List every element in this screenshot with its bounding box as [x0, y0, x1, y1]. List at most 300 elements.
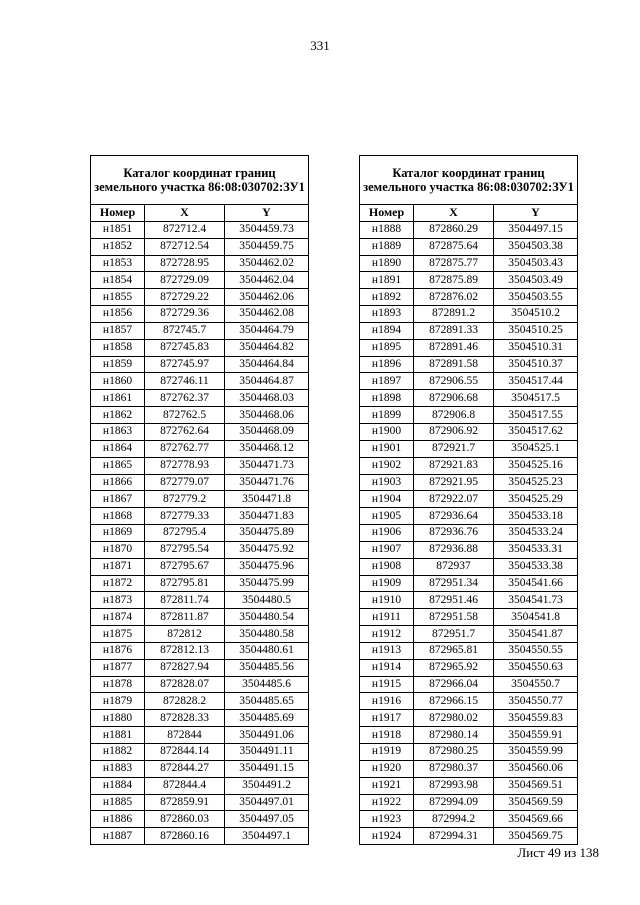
cell-number: н1908 [360, 558, 414, 575]
table-row [360, 727, 578, 744]
cell-x: 872891.33 [414, 322, 494, 339]
cell-number: н1854 [91, 272, 145, 289]
table-row [360, 238, 578, 255]
cell-y: 3504541.8 [494, 609, 578, 626]
table-row [91, 525, 309, 542]
cell-number: н1918 [360, 727, 414, 744]
table-row [360, 811, 578, 828]
cell-x: 872828.33 [145, 710, 225, 727]
table-row [91, 811, 309, 828]
column-header-x: X [145, 205, 225, 222]
cell-x: 872795.81 [145, 575, 225, 592]
cell-y: 3504503.38 [494, 238, 578, 255]
cell-x: 872712.4 [145, 221, 225, 238]
cell-y: 3504464.87 [225, 373, 309, 390]
cell-x: 872891.46 [414, 339, 494, 356]
cell-number: н1869 [91, 525, 145, 542]
cell-y: 3504471.76 [225, 474, 309, 491]
cell-y: 3504485.65 [225, 693, 309, 710]
cell-number: н1860 [91, 373, 145, 390]
cell-x: 872966.04 [414, 676, 494, 693]
table-row [91, 306, 309, 323]
cell-y: 3504459.75 [225, 238, 309, 255]
table-row [91, 659, 309, 676]
cell-x: 872762.64 [145, 423, 225, 440]
cell-x: 872828.07 [145, 676, 225, 693]
cell-number: н1900 [360, 423, 414, 440]
table-row [360, 592, 578, 609]
cell-x: 872828.2 [145, 693, 225, 710]
cell-y: 3504464.82 [225, 339, 309, 356]
cell-y: 3504462.02 [225, 255, 309, 272]
table-row [91, 289, 309, 306]
table-row [360, 440, 578, 457]
cell-number: н1887 [91, 828, 145, 845]
cell-y: 3504480.54 [225, 609, 309, 626]
cell-y: 3504510.25 [494, 322, 578, 339]
cell-number: н1874 [91, 609, 145, 626]
cell-number: н1922 [360, 794, 414, 811]
cell-number: н1867 [91, 491, 145, 508]
cell-x: 872745.97 [145, 356, 225, 373]
cell-x: 872859.91 [145, 794, 225, 811]
sheet-footer: Лист 49 из 138 [517, 845, 599, 860]
cell-x: 872844 [145, 727, 225, 744]
cell-number: н1886 [91, 811, 145, 828]
cell-y: 3504541.87 [494, 626, 578, 643]
cell-number: н1895 [360, 339, 414, 356]
cell-y: 3504491.2 [225, 777, 309, 794]
table-row [360, 457, 578, 474]
cell-number: н1851 [91, 221, 145, 238]
cell-y: 3504533.24 [494, 525, 578, 542]
cell-x: 872966.15 [414, 693, 494, 710]
table-row [91, 407, 309, 424]
table-row [91, 794, 309, 811]
cell-x: 872921.83 [414, 457, 494, 474]
cell-y: 3504480.5 [225, 592, 309, 609]
cell-number: н1909 [360, 575, 414, 592]
cell-x: 872746.11 [145, 373, 225, 390]
table-row [360, 541, 578, 558]
cell-number: н1892 [360, 289, 414, 306]
cell-number: н1915 [360, 676, 414, 693]
cell-x: 872937 [414, 558, 494, 575]
table-row [360, 710, 578, 727]
table-row [91, 727, 309, 744]
cell-x: 872936.88 [414, 541, 494, 558]
cell-number: н1901 [360, 440, 414, 457]
cell-number: н1910 [360, 592, 414, 609]
cell-number: н1882 [91, 744, 145, 761]
cell-number: н1914 [360, 659, 414, 676]
cell-y: 3504503.49 [494, 272, 578, 289]
table-row [360, 491, 578, 508]
cell-number: н1881 [91, 727, 145, 744]
cell-number: н1924 [360, 828, 414, 845]
cell-number: н1920 [360, 760, 414, 777]
cell-y: 3504550.63 [494, 659, 578, 676]
cell-x: 872875.89 [414, 272, 494, 289]
cell-number: н1890 [360, 255, 414, 272]
cell-y: 3504569.75 [494, 828, 578, 845]
table-row [91, 238, 309, 255]
cell-number: н1912 [360, 626, 414, 643]
table-row [360, 794, 578, 811]
cell-x: 872906.8 [414, 407, 494, 424]
table-row [360, 525, 578, 542]
cell-y: 3504468.03 [225, 390, 309, 407]
cell-y: 3504491.15 [225, 760, 309, 777]
table-row [91, 457, 309, 474]
cell-y: 3504560.06 [494, 760, 578, 777]
cell-x: 872860.03 [145, 811, 225, 828]
cell-x: 872951.7 [414, 626, 494, 643]
table-row [91, 440, 309, 457]
cell-y: 3504462.08 [225, 306, 309, 323]
cell-x: 872712.54 [145, 238, 225, 255]
table-row [360, 356, 578, 373]
table-row [91, 710, 309, 727]
page-number: 331 [310, 38, 330, 53]
cell-y: 3504569.51 [494, 777, 578, 794]
cell-x: 872980.25 [414, 744, 494, 761]
table-row [91, 828, 309, 845]
cell-y: 3504525.16 [494, 457, 578, 474]
table-row [360, 642, 578, 659]
cell-number: н1878 [91, 676, 145, 693]
cell-y: 3504497.05 [225, 811, 309, 828]
cell-y: 3504464.84 [225, 356, 309, 373]
cell-y: 3504468.12 [225, 440, 309, 457]
cell-x: 872729.09 [145, 272, 225, 289]
cell-x: 872795.54 [145, 541, 225, 558]
cell-y: 3504485.69 [225, 710, 309, 727]
cell-x: 872745.83 [145, 339, 225, 356]
cell-number: н1868 [91, 508, 145, 525]
table-row [360, 760, 578, 777]
cell-number: н1894 [360, 322, 414, 339]
cell-y: 3504517.62 [494, 423, 578, 440]
cell-y: 3504471.73 [225, 457, 309, 474]
cell-number: н1906 [360, 525, 414, 542]
cell-number: н1907 [360, 541, 414, 558]
cell-x: 872844.27 [145, 760, 225, 777]
cell-y: 3504475.99 [225, 575, 309, 592]
cell-x: 872936.76 [414, 525, 494, 542]
table-row [360, 221, 578, 238]
table-row [360, 322, 578, 339]
table-row [91, 373, 309, 390]
cell-x: 872860.29 [414, 221, 494, 238]
table-row [360, 693, 578, 710]
cell-x: 872994.2 [414, 811, 494, 828]
table-row [360, 744, 578, 761]
cell-y: 3504559.99 [494, 744, 578, 761]
cell-number: н1889 [360, 238, 414, 255]
cell-y: 3504525.29 [494, 491, 578, 508]
cell-x: 872906.68 [414, 390, 494, 407]
cell-x: 872795.4 [145, 525, 225, 542]
table-row [91, 642, 309, 659]
cell-x: 872922.07 [414, 491, 494, 508]
cell-x: 872812.13 [145, 642, 225, 659]
table-row [91, 255, 309, 272]
table-row [360, 373, 578, 390]
cell-y: 3504569.59 [494, 794, 578, 811]
cell-y: 3504459.73 [225, 221, 309, 238]
cell-y: 3504497.15 [494, 221, 578, 238]
table-row [91, 777, 309, 794]
cell-number: н1916 [360, 693, 414, 710]
cell-x: 872906.92 [414, 423, 494, 440]
table-row [360, 423, 578, 440]
cell-x: 872965.92 [414, 659, 494, 676]
table-row [91, 339, 309, 356]
cell-number: н1875 [91, 626, 145, 643]
cell-y: 3504517.55 [494, 407, 578, 424]
cell-y: 3504475.92 [225, 541, 309, 558]
cell-y: 3504471.83 [225, 508, 309, 525]
cell-y: 3504550.55 [494, 642, 578, 659]
cell-y: 3504464.79 [225, 322, 309, 339]
cell-number: н1899 [360, 407, 414, 424]
cell-number: н1919 [360, 744, 414, 761]
cell-x: 872951.46 [414, 592, 494, 609]
cell-x: 872729.22 [145, 289, 225, 306]
cell-y: 3504491.11 [225, 744, 309, 761]
cell-y: 3504541.73 [494, 592, 578, 609]
cell-y: 3504510.31 [494, 339, 578, 356]
table-row [91, 541, 309, 558]
table-body [91, 221, 309, 844]
cell-number: н1870 [91, 541, 145, 558]
table-row [360, 558, 578, 575]
cell-x: 872745.7 [145, 322, 225, 339]
column-header-number: Номер [91, 205, 145, 222]
table-row [91, 322, 309, 339]
cell-x: 872891.58 [414, 356, 494, 373]
table-row [91, 676, 309, 693]
coordinate-table-right [359, 155, 578, 845]
cell-number: н1873 [91, 592, 145, 609]
cell-y: 3504525.1 [494, 440, 578, 457]
cell-number: н1904 [360, 491, 414, 508]
cell-x: 872921.7 [414, 440, 494, 457]
cell-x: 872827.94 [145, 659, 225, 676]
cell-number: н1903 [360, 474, 414, 491]
table-row [91, 423, 309, 440]
cell-x: 872906.55 [414, 373, 494, 390]
cell-number: н1885 [91, 794, 145, 811]
table-row [360, 676, 578, 693]
table-row [91, 508, 309, 525]
table-row [360, 659, 578, 676]
table-row [360, 474, 578, 491]
cell-x: 872994.09 [414, 794, 494, 811]
table-row [91, 390, 309, 407]
table-row [91, 744, 309, 761]
cell-number: н1898 [360, 390, 414, 407]
cell-number: н1852 [91, 238, 145, 255]
cell-y: 3504533.31 [494, 541, 578, 558]
column-header-y: Y [494, 205, 578, 222]
cell-x: 872811.74 [145, 592, 225, 609]
cell-y: 3504510.37 [494, 356, 578, 373]
table-row [91, 558, 309, 575]
cell-number: н1905 [360, 508, 414, 525]
column-header-y: Y [225, 205, 309, 222]
cell-x: 872844.14 [145, 744, 225, 761]
cell-x: 872811.87 [145, 609, 225, 626]
cell-x: 872795.67 [145, 558, 225, 575]
table-row [360, 828, 578, 845]
table-row [91, 356, 309, 373]
cell-x: 872762.77 [145, 440, 225, 457]
cell-number: н1880 [91, 710, 145, 727]
cell-number: н1888 [360, 221, 414, 238]
cell-x: 872728.95 [145, 255, 225, 272]
cell-number: н1896 [360, 356, 414, 373]
cell-y: 3504525.23 [494, 474, 578, 491]
table-row [360, 407, 578, 424]
table-row [360, 390, 578, 407]
cell-number: н1865 [91, 457, 145, 474]
cell-number: н1902 [360, 457, 414, 474]
cell-number: н1863 [91, 423, 145, 440]
table-row [360, 609, 578, 626]
cell-y: 3504559.91 [494, 727, 578, 744]
cell-x: 872994.31 [414, 828, 494, 845]
cell-number: н1871 [91, 558, 145, 575]
table-row [360, 255, 578, 272]
cell-y: 3504485.56 [225, 659, 309, 676]
cell-y: 3504468.09 [225, 423, 309, 440]
cell-x: 872812 [145, 626, 225, 643]
cell-y: 3504462.06 [225, 289, 309, 306]
cell-number: н1891 [360, 272, 414, 289]
cell-y: 3504559.83 [494, 710, 578, 727]
cell-y: 3504550.7 [494, 676, 578, 693]
cell-number: н1897 [360, 373, 414, 390]
column-header-x: X [414, 205, 494, 222]
cell-number: н1893 [360, 306, 414, 323]
cell-y: 3504533.18 [494, 508, 578, 525]
cell-y: 3504497.01 [225, 794, 309, 811]
cell-y: 3504475.96 [225, 558, 309, 575]
cell-y: 3504503.55 [494, 289, 578, 306]
cell-number: н1921 [360, 777, 414, 794]
cell-number: н1853 [91, 255, 145, 272]
cell-y: 3504517.5 [494, 390, 578, 407]
table-row [360, 306, 578, 323]
cell-x: 872951.34 [414, 575, 494, 592]
cell-number: н1872 [91, 575, 145, 592]
cell-x: 872860.16 [145, 828, 225, 845]
cell-x: 872762.5 [145, 407, 225, 424]
table-row [360, 339, 578, 356]
table-row [91, 760, 309, 777]
cell-number: н1913 [360, 642, 414, 659]
table-row [360, 777, 578, 794]
cell-x: 872951.58 [414, 609, 494, 626]
table-row [91, 272, 309, 289]
coordinate-table-left [90, 155, 309, 845]
cell-number: н1859 [91, 356, 145, 373]
cell-y: 3504491.06 [225, 727, 309, 744]
cell-x: 872965.81 [414, 642, 494, 659]
cell-number: н1911 [360, 609, 414, 626]
cell-x: 872936.64 [414, 508, 494, 525]
cell-x: 872980.14 [414, 727, 494, 744]
cell-number: н1855 [91, 289, 145, 306]
cell-y: 3504485.6 [225, 676, 309, 693]
cell-y: 3504468.06 [225, 407, 309, 424]
cell-number: н1876 [91, 642, 145, 659]
cell-y: 3504480.61 [225, 642, 309, 659]
table-row [91, 491, 309, 508]
cell-x: 872779.33 [145, 508, 225, 525]
cell-number: н1917 [360, 710, 414, 727]
cell-x: 872891.2 [414, 306, 494, 323]
cell-x: 872778.93 [145, 457, 225, 474]
cell-y: 3504462.04 [225, 272, 309, 289]
cell-number: н1923 [360, 811, 414, 828]
cell-x: 872779.2 [145, 491, 225, 508]
cell-x: 872875.77 [414, 255, 494, 272]
cell-y: 3504569.66 [494, 811, 578, 828]
cell-x: 872844.4 [145, 777, 225, 794]
table-row [91, 221, 309, 238]
cell-number: н1866 [91, 474, 145, 491]
column-header-number: Номер [360, 205, 414, 222]
cell-y: 3504497.1 [225, 828, 309, 845]
cell-number: н1856 [91, 306, 145, 323]
cell-x: 872729.36 [145, 306, 225, 323]
cell-number: н1884 [91, 777, 145, 794]
cell-y: 3504550.77 [494, 693, 578, 710]
cell-y: 3504510.2 [494, 306, 578, 323]
cell-y: 3504541.66 [494, 575, 578, 592]
table-row [91, 592, 309, 609]
cell-number: н1861 [91, 390, 145, 407]
cell-number: н1883 [91, 760, 145, 777]
table-row [360, 575, 578, 592]
table-row [360, 626, 578, 643]
table-row [91, 626, 309, 643]
cell-y: 3504475.89 [225, 525, 309, 542]
cell-number: н1858 [91, 339, 145, 356]
cell-number: н1877 [91, 659, 145, 676]
table-row [360, 289, 578, 306]
table-row [91, 609, 309, 626]
cell-y: 3504480.58 [225, 626, 309, 643]
cell-y: 3504533.38 [494, 558, 578, 575]
table-row [91, 575, 309, 592]
cell-y: 3504471.8 [225, 491, 309, 508]
cell-x: 872779.07 [145, 474, 225, 491]
table-row [91, 474, 309, 491]
cell-number: н1879 [91, 693, 145, 710]
cell-x: 872980.02 [414, 710, 494, 727]
cell-y: 3504503.43 [494, 255, 578, 272]
table-title: Каталог координат границ земельного участка 86:08:030702:ЗУ1 [91, 156, 309, 205]
table-title: Каталог координат границ земельного участка 86:08:030702:ЗУ1 [360, 156, 578, 205]
table-row [91, 693, 309, 710]
cell-x: 872875.64 [414, 238, 494, 255]
cell-y: 3504517.44 [494, 373, 578, 390]
cell-number: н1864 [91, 440, 145, 457]
